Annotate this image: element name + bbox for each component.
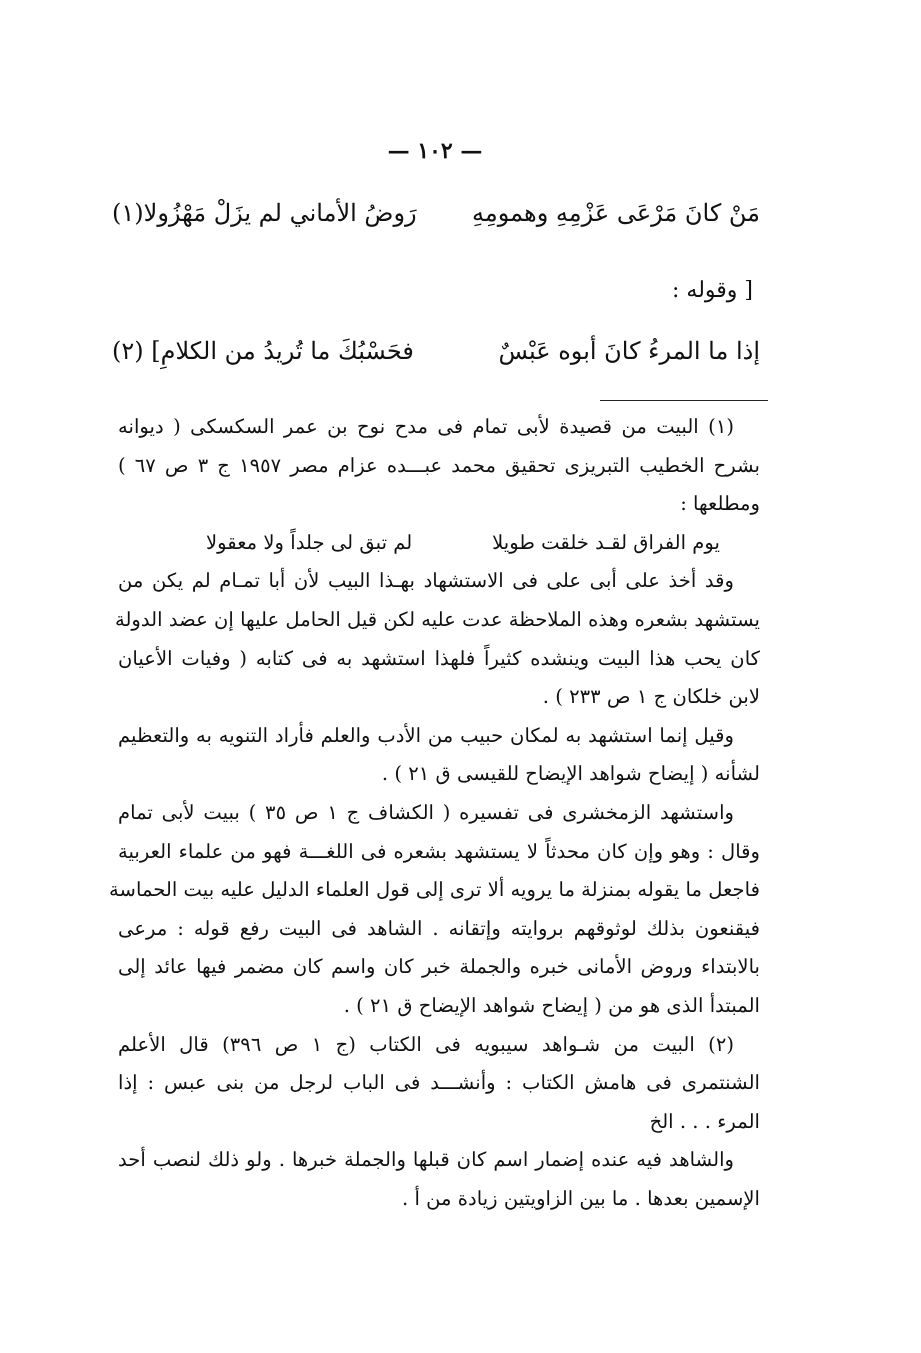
footnote-poem-line	[118, 524, 760, 563]
footnote-line: بشرح الخطيب التبريزى تحقيق محمد عبـــده عزام مصر ١٩٥٧ ج ٣ ص ٦٧ )	[118, 453, 761, 477]
verse-1-first-hemistich: مَنْ كانَ مَرْعَى عَزْمِهِ وهمومِهِ	[472, 199, 760, 227]
footnote-line: وقد أخذ على أبى على فى الاستشهاد بهـذا البيب لأن أبا تمـام لم يكن من	[118, 569, 734, 593]
footnote-line: ومطلعها :	[680, 492, 760, 516]
footnote-line: المرء . . . الخ	[649, 1109, 760, 1133]
verse-2-second-hemistich: فحَسْبُكَ ما تُريدُ من الكلامِ] (٢)	[112, 337, 414, 365]
verse-1-second-hemistich: رَوضُ الأماني لم يزَلْ مَهْزُولا(١)	[112, 199, 417, 227]
footnote-line: المبتدأ الذى هو من ( إيضاح شواهد الإيضاح ق ٢١ ) .	[343, 993, 760, 1017]
footnotes-block	[109, 408, 761, 1218]
footnote-line: فيقنعون بذلك لوثوقهم بروايته وإتقانه . الشاهد فى البيت رفع قوله : مرعى	[118, 916, 760, 940]
page-number: — ١٠٢ —	[387, 138, 483, 164]
footnote-line: وقيل إنما استشهد به لمكان حبيب من الأدب والعلم فأراد التنويه به والتعظيم	[118, 723, 734, 747]
footnote-line: كان يحب هذا البيت وينشده كثيراً فلهذا استشهد به فى كتابه ( وفيات الأعيان	[118, 646, 760, 670]
verse-line-1	[112, 190, 760, 236]
verse-2-first-hemistich: إذا ما المرءُ كانَ أبوه عَبْسٌ	[498, 337, 760, 365]
intro-text: [ وقوله :	[672, 278, 753, 303]
footnote-line: الشنتمرى فى هامش الكتاب : وأنشـــد فى الباب لرجل من بنى عبس : إذا	[118, 1071, 760, 1095]
poem-first-hemistich: يوم الفراق لقـد خلقت طويلا	[492, 530, 720, 554]
footnote-line: لابن خلكان ج ١ ص ٢٣٣ ) .	[542, 685, 760, 709]
footnote-line: (١) البيت من قصيدة لأبى تمام فى مدح نوح بن عمر السكسكى ( ديوانه	[118, 415, 734, 438]
footnote-line: (٢) البيت من شـواهد سيبويه فى الكتاب (ج ١ ص ٣٩٦) قال الأعلم	[118, 1032, 734, 1056]
footnote-line: وقال : وهو وإن كان محدثاً لا يستشهد بشعره فى اللغـــة فهو من علماء العربية	[118, 839, 760, 863]
footnote-line: والشاهد فيه عنده إضمار اسم كان قبلها والجملة خبرها . ولو ذلك لنصب أحد	[118, 1148, 734, 1172]
footnote-line: الإسمين بعدها . ما بين الزاويتين زيادة من أ .	[402, 1186, 760, 1210]
footnote-line: لشأنه ( إيضاح شواهد الإيضاح للقيسى ق ٢١ ) .	[381, 762, 760, 786]
footnote-line: بالابتداء وروض الأمانى خبره والجملة خبر كان واسم كان مضمر فيها عائد إلى	[118, 955, 760, 979]
poem-second-hemistich: لم تبق لى جلداً ولا معقولا	[206, 530, 413, 554]
footnote-line: واستشهد الزمخشرى فى تفسيره ( الكشاف ج ١ ص ٣٥ ) ببيت لأبى تمام	[118, 800, 734, 824]
footnote-separator	[600, 400, 768, 401]
verse-line-2	[112, 328, 760, 374]
footnote-line: يستشهد بشعره وهذه الملاحظة عدت عليه لكن قيل الحامل عليها إن عضد الدولة	[114, 607, 760, 631]
footnote-line: فاجعل ما يقوله بمنزلة ما يرويه ألا ترى إلى قول العلماء الدليل عليه بيت الحماسة	[109, 878, 760, 902]
